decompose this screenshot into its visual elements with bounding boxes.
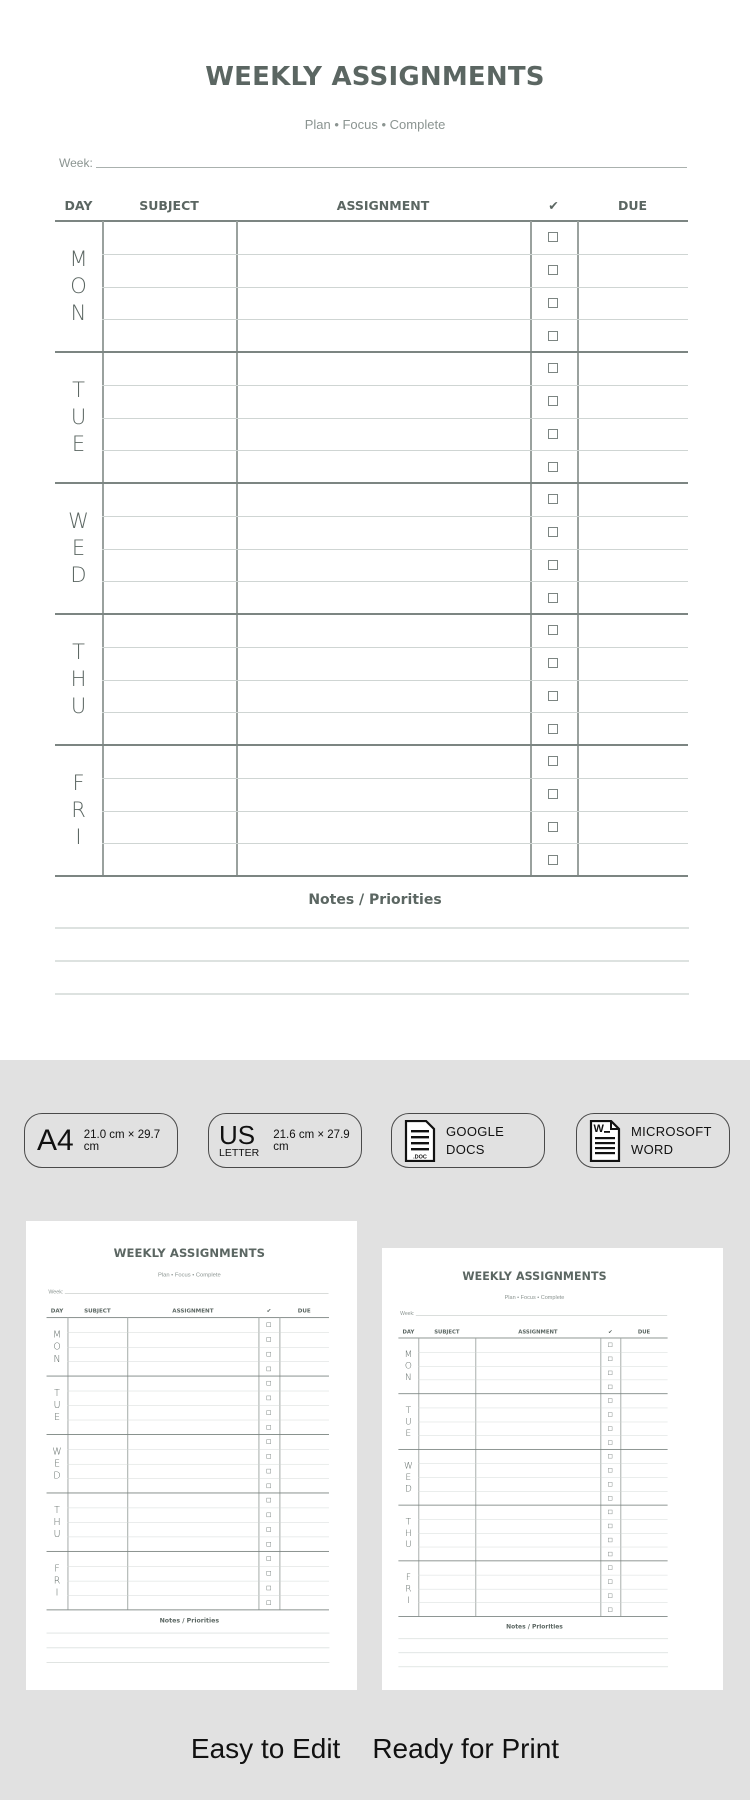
task-checkbox[interactable] <box>267 1410 271 1414</box>
column-header: ASSIGNMENT <box>172 1307 214 1315</box>
day-letter: R <box>405 1583 412 1594</box>
planner-title: WEEKLY ASSIGNMENTS <box>205 62 545 92</box>
task-checkbox[interactable] <box>267 1498 271 1502</box>
column-header: DAY <box>50 1307 64 1315</box>
taglines <box>0 1733 750 1765</box>
day-letter: U <box>405 1539 412 1550</box>
day-separator <box>47 1493 329 1494</box>
notes-line[interactable] <box>55 927 689 929</box>
day-separator <box>55 875 688 877</box>
day-separator <box>398 1616 667 1617</box>
day-letter: D <box>53 1470 61 1481</box>
header-rule <box>398 1338 667 1339</box>
day-letter: U <box>70 405 87 429</box>
task-checkbox[interactable] <box>548 462 558 472</box>
task-checkbox[interactable] <box>608 1468 612 1472</box>
planner-subtitle: Plan • Focus • Complete <box>157 1271 221 1278</box>
notes-line[interactable] <box>398 1652 668 1653</box>
tagline-easy-edit: Easy to Edit <box>190 1733 341 1764</box>
header-rule <box>47 1317 329 1318</box>
row-divider <box>102 254 688 255</box>
day-letter: T <box>405 1404 412 1415</box>
day-separator <box>398 1505 667 1506</box>
day-letter: H <box>53 1516 61 1528</box>
task-checkbox[interactable] <box>548 232 558 242</box>
task-checkbox[interactable] <box>608 1357 612 1361</box>
task-checkbox[interactable] <box>548 855 558 865</box>
day-letter: O <box>404 1360 412 1371</box>
day-letter: N <box>405 1372 412 1383</box>
task-checkbox[interactable] <box>548 298 558 308</box>
week-field[interactable] <box>59 154 687 170</box>
planner-subtitle: Plan • Focus • Complete <box>304 117 446 132</box>
day-letter: F <box>54 1563 60 1574</box>
day-label-thu <box>398 1516 418 1550</box>
day-letter: E <box>54 1458 60 1469</box>
task-checkbox[interactable] <box>267 1469 271 1473</box>
column-header: SUBJECT <box>84 1307 111 1315</box>
task-checkbox[interactable] <box>267 1396 271 1400</box>
day-letter: H <box>70 667 87 691</box>
preview-card-a4 <box>26 1221 357 1690</box>
task-checkbox[interactable] <box>548 658 558 668</box>
day-letter: E <box>71 432 86 456</box>
day-label-thu <box>47 1504 68 1540</box>
week-label: Week: <box>400 1310 415 1317</box>
microsoft-word-badge <box>576 1113 730 1168</box>
day-label-mon <box>47 1329 68 1365</box>
day-letter: T <box>405 1516 412 1527</box>
column-header: ASSIGNMENT <box>336 198 430 213</box>
task-checkbox[interactable] <box>608 1426 612 1430</box>
task-checkbox[interactable] <box>267 1586 271 1590</box>
day-letter: T <box>54 1504 60 1516</box>
table-header <box>47 1306 329 1317</box>
showcase-panel <box>0 1060 750 1800</box>
task-checkbox[interactable] <box>608 1371 612 1375</box>
day-separator <box>47 1376 329 1377</box>
column-header: DUE <box>297 1307 311 1315</box>
week-field[interactable] <box>48 1288 328 1295</box>
day-letter: M <box>52 1329 62 1340</box>
google-docs-line1: GOOGLE <box>446 1123 505 1139</box>
column-header: DUE <box>637 1328 651 1335</box>
notes-line[interactable] <box>47 1647 330 1648</box>
day-letter: N <box>70 301 87 325</box>
day-letter: U <box>53 1528 61 1540</box>
day-letter: U <box>405 1416 412 1427</box>
row-divider <box>102 418 688 419</box>
svg-text:W: W <box>593 1122 604 1135</box>
day-letter: W <box>52 1446 62 1457</box>
task-checkbox[interactable] <box>608 1385 612 1389</box>
task-checkbox[interactable] <box>608 1566 612 1570</box>
task-checkbox[interactable] <box>548 593 558 603</box>
day-label-thu <box>55 639 102 720</box>
day-label-tue <box>47 1387 68 1423</box>
us-size: 21.6 cm × 27.9 cm <box>273 1128 350 1153</box>
column-header: DAY <box>64 198 93 213</box>
day-label-tue <box>398 1404 418 1438</box>
task-checkbox[interactable] <box>608 1496 612 1500</box>
task-checkbox[interactable] <box>608 1608 612 1612</box>
column-header: DAY <box>402 1328 415 1335</box>
column-header: DUE <box>617 198 648 213</box>
task-checkbox[interactable] <box>548 429 558 439</box>
task-checkbox[interactable] <box>267 1352 271 1356</box>
row-divider <box>102 287 688 288</box>
task-checkbox[interactable] <box>608 1440 612 1444</box>
column-header: ✔ <box>608 1328 613 1335</box>
task-checkbox[interactable] <box>548 691 558 701</box>
notes-line[interactable] <box>398 1666 668 1667</box>
row-divider <box>102 385 688 386</box>
day-separator <box>398 1449 667 1450</box>
day-separator <box>55 351 688 353</box>
a4-label: A4 <box>37 1123 74 1157</box>
task-checkbox[interactable] <box>608 1343 612 1347</box>
task-checkbox[interactable] <box>608 1524 612 1528</box>
row-divider <box>102 549 688 550</box>
task-checkbox[interactable] <box>267 1484 271 1488</box>
task-checkbox[interactable] <box>548 331 558 341</box>
notes-line[interactable] <box>55 960 689 962</box>
day-letter: E <box>405 1427 412 1438</box>
column-header: SUBJECT <box>434 1328 460 1335</box>
preview-planner-a4 <box>26 1221 357 1683</box>
task-checkbox[interactable] <box>267 1556 271 1560</box>
notes-title: Notes / Priorities <box>506 1623 563 1631</box>
column-header: ✔ <box>266 1307 272 1315</box>
task-checkbox[interactable] <box>548 363 558 373</box>
task-checkbox[interactable] <box>608 1580 612 1584</box>
planner-subtitle: Plan • Focus • Complete <box>504 1293 565 1301</box>
row-divider <box>102 647 688 648</box>
day-separator <box>47 1434 329 1435</box>
task-checkbox[interactable] <box>267 1571 271 1575</box>
microsoft-word-file-icon <box>589 1120 621 1162</box>
day-label-wed <box>47 1446 68 1482</box>
day-separator <box>398 1393 667 1394</box>
day-label-mon <box>55 246 102 327</box>
day-letter: O <box>53 1341 61 1352</box>
notes-line[interactable] <box>47 1662 330 1663</box>
word-line2: WORD <box>631 1141 674 1157</box>
day-letter: T <box>72 640 85 664</box>
notes-title: Notes / Priorities <box>159 1617 220 1625</box>
task-checkbox[interactable] <box>608 1482 612 1486</box>
task-checkbox[interactable] <box>548 265 558 275</box>
day-letter: I <box>407 1594 410 1606</box>
header-rule <box>55 220 688 222</box>
day-letter: R <box>71 798 86 822</box>
row-divider <box>102 712 688 713</box>
google-docs-file-icon <box>404 1120 436 1162</box>
preview-planner-letter <box>382 1248 694 1686</box>
row-divider <box>102 581 688 582</box>
task-checkbox[interactable] <box>548 527 558 537</box>
task-checkbox[interactable] <box>267 1337 271 1341</box>
task-checkbox[interactable] <box>548 789 558 799</box>
day-separator <box>55 744 688 746</box>
task-checkbox[interactable] <box>548 625 558 635</box>
column-header: SUBJECT <box>139 198 199 213</box>
planner-title: WEEKLY ASSIGNMENTS <box>462 1270 607 1284</box>
google-docs-badge <box>391 1113 545 1168</box>
row-divider <box>102 778 688 779</box>
day-letter: M <box>404 1349 413 1360</box>
day-letter: U <box>70 694 87 718</box>
task-checkbox[interactable] <box>608 1594 612 1598</box>
day-separator <box>55 613 688 615</box>
day-label-fri <box>398 1571 418 1605</box>
task-checkbox[interactable] <box>608 1454 612 1458</box>
planner-title: WEEKLY ASSIGNMENTS <box>113 1246 266 1261</box>
task-checkbox[interactable] <box>548 396 558 406</box>
day-label-fri <box>55 770 102 851</box>
row-divider <box>102 843 688 844</box>
day-label-mon <box>398 1349 418 1383</box>
notes-line[interactable] <box>398 1638 668 1639</box>
table-header <box>55 196 688 220</box>
week-label: Week: <box>48 1288 64 1295</box>
a4-size: 21.0 cm × 29.7 cm <box>83 1128 161 1153</box>
task-checkbox[interactable] <box>608 1538 612 1542</box>
task-checkbox[interactable] <box>267 1381 271 1385</box>
day-letter: I <box>75 825 82 849</box>
task-checkbox[interactable] <box>608 1398 612 1402</box>
day-letter: F <box>405 1571 411 1583</box>
day-letter: E <box>54 1411 60 1423</box>
day-letter: T <box>72 378 85 402</box>
task-checkbox[interactable] <box>608 1510 612 1514</box>
task-checkbox[interactable] <box>267 1454 271 1458</box>
preview-card-letter <box>382 1248 723 1690</box>
day-letter: N <box>53 1353 61 1365</box>
us-letter-format-badge <box>208 1113 362 1168</box>
day-letter: U <box>53 1399 61 1411</box>
day-letter: I <box>55 1587 59 1598</box>
letter-label: LETTER <box>219 1146 260 1159</box>
task-checkbox[interactable] <box>608 1412 612 1416</box>
day-separator <box>47 1609 329 1610</box>
day-letter: O <box>70 274 87 298</box>
day-letter: D <box>70 563 87 587</box>
task-checkbox[interactable] <box>267 1323 271 1327</box>
task-checkbox[interactable] <box>548 756 558 766</box>
day-separator <box>398 1560 667 1561</box>
day-letter: T <box>54 1387 60 1399</box>
day-separator <box>47 1551 329 1552</box>
row-divider <box>102 680 688 681</box>
day-letter: W <box>68 509 89 533</box>
svg-text:.DOC: .DOC <box>413 1154 427 1160</box>
day-letter: R <box>53 1575 61 1586</box>
day-separator <box>55 482 688 484</box>
notes-line[interactable] <box>55 993 689 995</box>
tagline-ready-print: Ready for Print <box>372 1733 560 1764</box>
word-line1: MICROSOFT <box>631 1123 712 1139</box>
week-label: Week: <box>59 156 93 170</box>
task-checkbox[interactable] <box>548 494 558 504</box>
day-letter: E <box>71 536 86 560</box>
day-letter: W <box>403 1460 413 1471</box>
notes-line[interactable] <box>47 1633 330 1634</box>
us-label: US <box>219 1119 256 1150</box>
row-divider <box>102 319 688 320</box>
week-input-line[interactable] <box>96 167 687 168</box>
task-checkbox[interactable] <box>267 1527 271 1531</box>
column-header: ASSIGNMENT <box>518 1328 558 1335</box>
day-label-wed <box>398 1460 418 1494</box>
row-divider <box>102 516 688 517</box>
task-checkbox[interactable] <box>548 560 558 570</box>
task-checkbox[interactable] <box>267 1439 271 1443</box>
day-letter: H <box>405 1527 412 1538</box>
task-checkbox[interactable] <box>267 1542 271 1546</box>
task-checkbox[interactable] <box>267 1601 271 1605</box>
day-label-tue <box>55 377 102 458</box>
column-header: ✔ <box>548 198 559 213</box>
day-label-wed <box>55 508 102 589</box>
day-label-fri <box>47 1563 68 1599</box>
task-checkbox[interactable] <box>548 724 558 734</box>
day-letter: M <box>69 247 88 271</box>
day-letter: E <box>405 1471 412 1483</box>
row-divider <box>102 450 688 451</box>
google-docs-line2: DOCS <box>446 1141 485 1157</box>
task-checkbox[interactable] <box>548 822 558 832</box>
day-letter: D <box>404 1483 412 1494</box>
task-checkbox[interactable] <box>267 1367 271 1371</box>
task-checkbox[interactable] <box>267 1513 271 1517</box>
table-header <box>398 1327 667 1337</box>
notes-title: Notes / Priorities <box>308 892 442 908</box>
task-checkbox[interactable] <box>267 1425 271 1429</box>
day-letter: F <box>72 771 85 795</box>
task-checkbox[interactable] <box>608 1552 612 1556</box>
a4-format-badge <box>24 1113 178 1168</box>
row-divider <box>102 811 688 812</box>
week-field[interactable] <box>400 1309 667 1316</box>
